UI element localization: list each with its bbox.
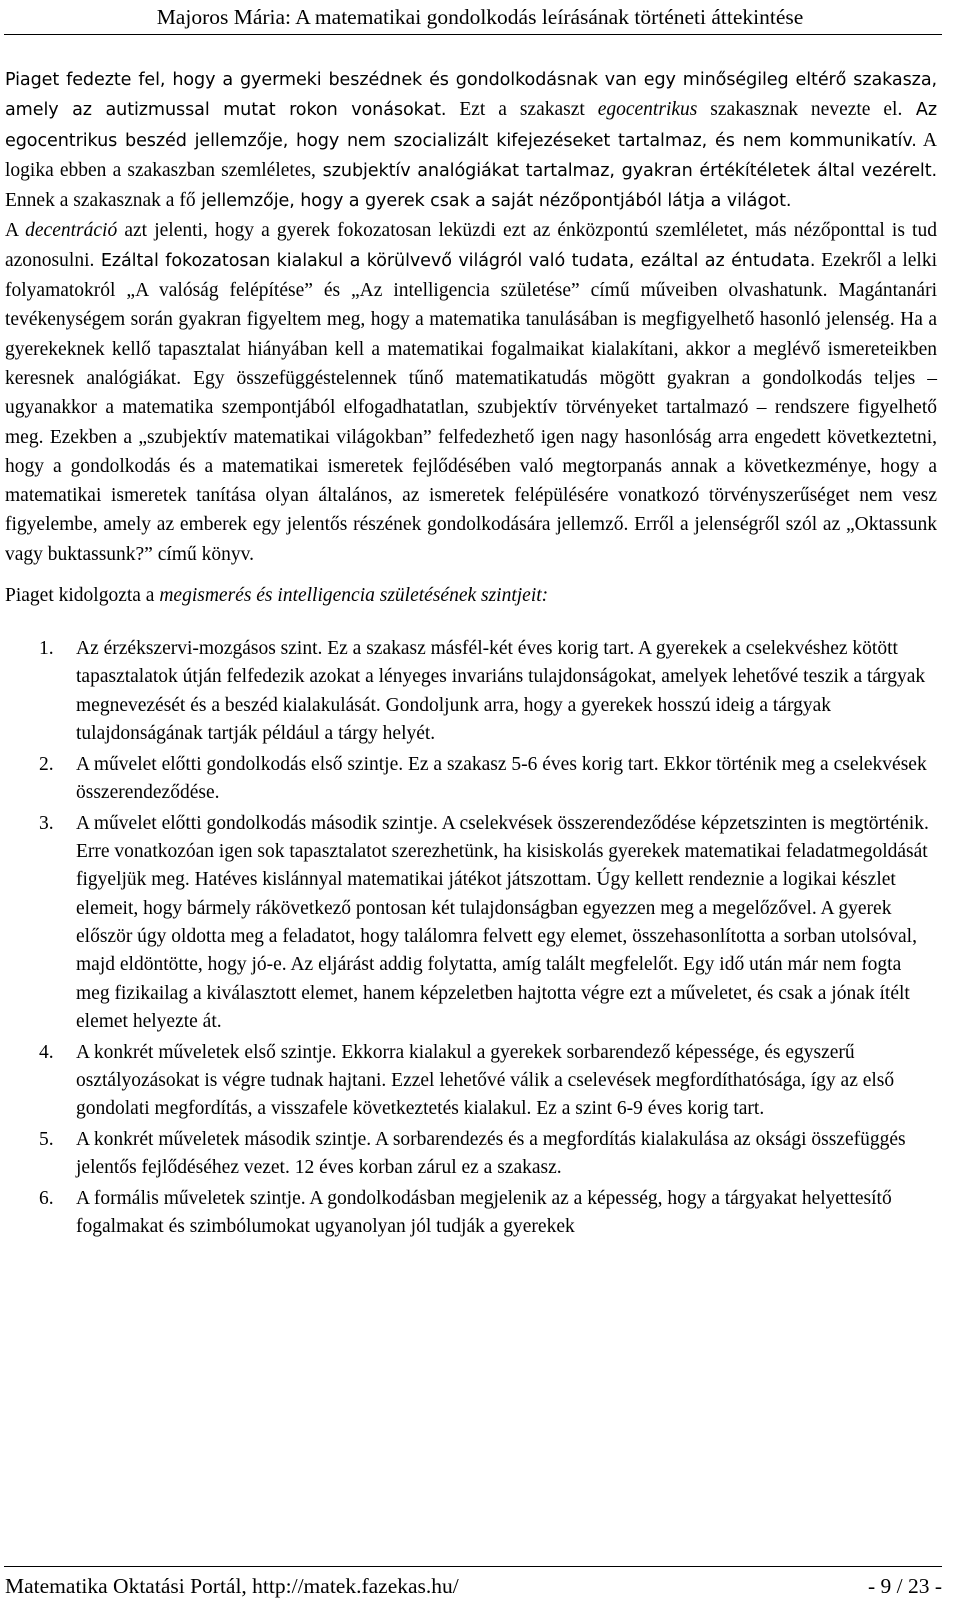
list-item <box>5 1126 937 1183</box>
list-item-text: A konkrét műveletek első szintje. Ekkorra kialakul a gyerekek sorbarendező képessége, és egyszerű osztályozásokat is végre tudnak hajtani. Ezzel lehetővé válik a cselevések megfordíthatósága, így az első gondolati megfordítás, a visszafele következtetés kialakul. Ez a szint 6-9 éves korig tart. <box>76 1041 895 1120</box>
list-item-text: A művelet előtti gondolkodás első szintje. Ez a szakasz 5-6 éves korig tart. Ekkor történik meg a cselekvések összerendeződése. <box>76 753 927 804</box>
footer-divider <box>4 1566 942 1567</box>
paragraph-decentration <box>5 216 937 569</box>
list-item-number: 5. <box>39 1129 54 1151</box>
list-item-text: A konkrét műveletek második szintje. A sorbarendezés és a megfordítás kialakulása az oksági összefüggés jelentős fejlődéséhez vezet. 12 éves korban zárul ez a szakasz. <box>76 1129 906 1179</box>
paragraph1-serif-a: Ezt a szakaszt <box>446 99 598 121</box>
list-item <box>5 751 937 808</box>
list-item-number: 4. <box>39 1041 54 1063</box>
term-decentration: decentráció <box>25 220 118 242</box>
paragraph1-sans-c: szubjektív analógiákat tartalmaz, gyakran értékítéletek által vezérelt. <box>315 160 937 181</box>
footer-page-number: - 9 / 23 - <box>867 1574 942 1598</box>
list-item-text: A formális műveletek szintje. A gondolkodásban megjelenik az a képesség, hogy a tárgyakat helyettesítő fogalmakat és szimbólumokat ugyanolyan jól tudják a gyerekek <box>76 1188 892 1238</box>
paragraph1-sans-a: Piaget fedezte fel, hogy a gyermeki beszédnek és gondolkodásnak van egy minőségileg eltérő szakasza, amely az autizmussal mutat rokon vonásokat. <box>5 70 937 121</box>
list-item-number: 2. <box>39 753 54 775</box>
paragraph2-t3: Ezáltal fokozatosan kialakul a körülvevő világról való tudata, ezáltal az éntudata. <box>94 250 816 271</box>
header-divider <box>4 34 942 35</box>
list-item-number: 6. <box>39 1188 54 1210</box>
levels-intro-text: Piaget kidolgozta a <box>5 585 160 607</box>
list-item-number: 1. <box>39 638 54 660</box>
list-item-text: A művelet előtti gondolkodás második szintje. A cselekvések összerendeződése képzetszinten is megtörténik. Erre vonatkozóan igen sok tapasztalatot szerezhetünk, ha kisiskolás gyerekek matematikai feladatmegoldását figyeljük meg. Hatéves kislánnyal matematikai játékot játszottam. Úgy kellett rendeznie a logikai készlet elemeit, hogy bármely rákövetkező pontosan két tulajdonságban egyezzen meg a megelőzővel. A gyerek először úgy oldotta meg a feladatot, hogy találomra felvett egy elemet, összehasonlította a sorban utolsóval, majd eldöntötte, hogy jó-e. Az eljárást addig folytatta, amíg talált megfelelőt. Egy idő után már nem fogta meg fizikailag a kiválasztott elemet, hanem képzeletben hajtotta végre ezt a műveletet, és csak a jónak ítélt elemet helyezte át. <box>76 812 929 1032</box>
paragraph1-sans-b: Az egocentrikus beszéd jellemzője, hogy nem szocializált kifejezéseket tartalmaz, és nem kommunikatív. <box>5 100 937 151</box>
paragraph-egocentric <box>5 65 937 216</box>
footer-portal-link: Matematika Oktatási Portál, http://matek.fazekas.hu/ <box>5 1574 459 1598</box>
list-item-number: 3. <box>39 812 54 834</box>
paragraph2-t1: A <box>5 220 26 242</box>
paragraph2-t2: azt jelenti, hogy a gyerek fokozatosan leküzdi ezt az énközpontú szemléletet, más nézőponttal is tud azonosulni. <box>5 220 937 271</box>
paragraph2-t4: Ezekről a lelki folyamatokról „A valóság felépítése” és „Az intelligencia születése” című műveiben olvashatunk. Magántanári tevékenységem során gyakran figyeltem meg, hogy a matematika tanulásában is megfigyelhető hasonló jelenség. Ha a gyerekeknek kellő tapasztalat hiányában kell a matematikai fogalmaikat kialakítani, akkor a meglévő ismereteikben keresnek analógiákat. Egy összefüggéstelennek tűnő matematikatudás mögött gyakran a gondolkodás teljes – ugyanakkor a matematika szempontjából elfogadhatatlan, szubjektív törvényeket tartalmazó – rendszere figyelhető meg. Ezekben a „szubjektív matematikai világokban” felfedezhető igen nagy hasonlóság arra engedett következtetni, hogy a gondolkodás és a matematikai ismeretek fejlődésében való megtorpanás annak a következménye, hogy a matematikai ismeretek tanítása olyan általános, az ismeretek felépülésére vonatkozó törvényszerűséget nem vesz figyelembe, amely az emberek egy jelentős részének gondolkodására jellemző. Erről a jelenségről szól az „Oktassunk vagy buktassunk?” című könyv. <box>5 249 937 565</box>
list-item <box>5 1185 937 1242</box>
paragraph1-serif-b: szakasznak nevezte el. <box>697 99 903 121</box>
levels-list <box>5 635 937 1242</box>
paragraph1-serif-c: A logika ebben a szakaszban szemléletes, <box>5 129 937 181</box>
list-item <box>5 1039 937 1124</box>
list-item <box>5 810 937 1036</box>
paragraph1-sans-d: jellemzője, hogy a gyerek csak a saját nézőpontjából látja a világot. <box>195 191 792 212</box>
levels-intro-emphasis: megismerés és intelligencia születésének szintjeit: <box>159 585 549 607</box>
levels-intro <box>5 581 937 610</box>
list-item <box>5 635 937 748</box>
term-egocentric: egocentrikus <box>597 99 698 121</box>
page-header: Majoros Mária: A matematikai gondolkodás leírásának történeti áttekintése <box>156 5 804 29</box>
paragraph1-serif-d: Ennek a szakasznak a fő <box>5 190 196 212</box>
page-content <box>5 65 937 1244</box>
list-item-text: Az érzékszervi-mozgásos szint. Ez a szakasz másfél-két éves korig tart. A gyerekek a cselekvéshez kötött tapasztalatok útján felfedezik azokat a lényeges invariáns tulajdonságokat, amelyek lehetővé teszik a tárgyak megnevezését és a beszéd kialakulását. Gondoljunk arra, hogy a gyerekek hosszú ideig a tárgyak tulajdonságának tartják például a tárgy helyét. <box>76 638 926 744</box>
